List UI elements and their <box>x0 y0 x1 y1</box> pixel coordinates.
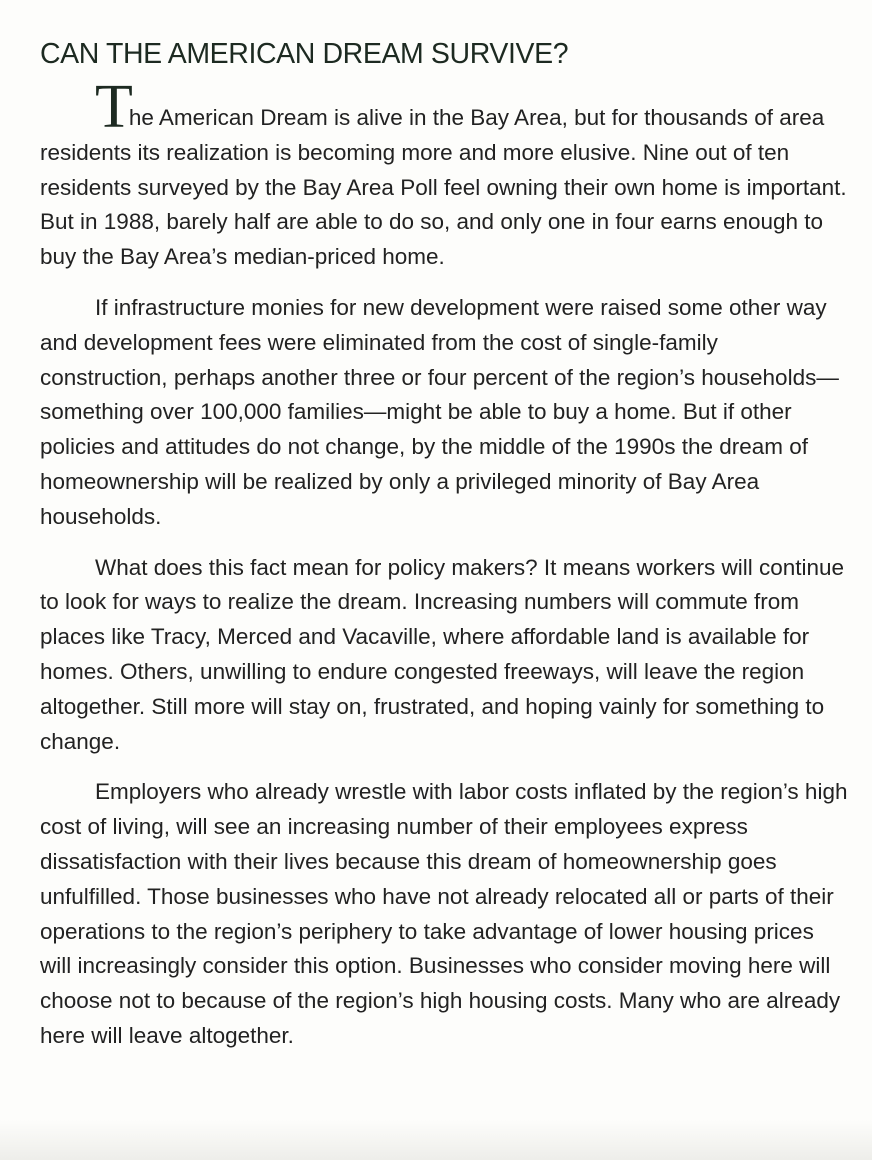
drop-cap: T <box>95 73 129 141</box>
paragraph-3: What does this fact mean for policy makers? It means workers will continue to look for ways to realize the dream. Increasing numbers will commute from places like Tracy, Merced and Vacaville, where affordable land is available for homes. Others, unwilling to endure congested freeways, will leave the region altogether. Still more will stay on, frustrated, and hoping vainly for something to change. <box>40 554 845 754</box>
paragraph-4: Employers who already wrestle with labor costs inflated by the region’s high cost of living, will see an increasing number of their employees express dissatisfaction with their lives because this dream of homeownership goes unfulfilled. Those businesses who have not already relocated all or parts of their operations to the region’s periphery to take advantage of lower housing prices will increasingly consider this option. Businesses who consider moving here will choose not to because of the region’s high housing costs. Many who are already here will leave altogether. <box>40 779 848 1048</box>
document-page <box>40 32 850 1054</box>
paragraph-1 <box>40 73 850 275</box>
paragraph-2: If infrastructure monies for new development were raised some other way and development fees were eliminated from the cost of single-family construction, perhaps another three or four percent of the region’s households—something over 100,000 families—might be able to buy a home. But if other policies and attitudes do not change, by the middle of the 1990s the dream of homeownership will be realized by only a privileged minority of Bay Area households. <box>40 294 839 529</box>
page-bottom-shadow <box>0 1120 872 1160</box>
page-title: CAN THE AMERICAN DREAM SURVIVE? <box>40 38 569 70</box>
paragraph-1-text: he American Dream is alive in the Bay Area, but for thousands of area residents its realization is becoming more and more elusive. Nine out of ten residents surveyed by the Bay Area Poll feel owning their own home is important. But in 1988, barely half are able to do so, and only one in four earns enough to buy the Bay Area’s median-priced home. <box>40 105 847 270</box>
